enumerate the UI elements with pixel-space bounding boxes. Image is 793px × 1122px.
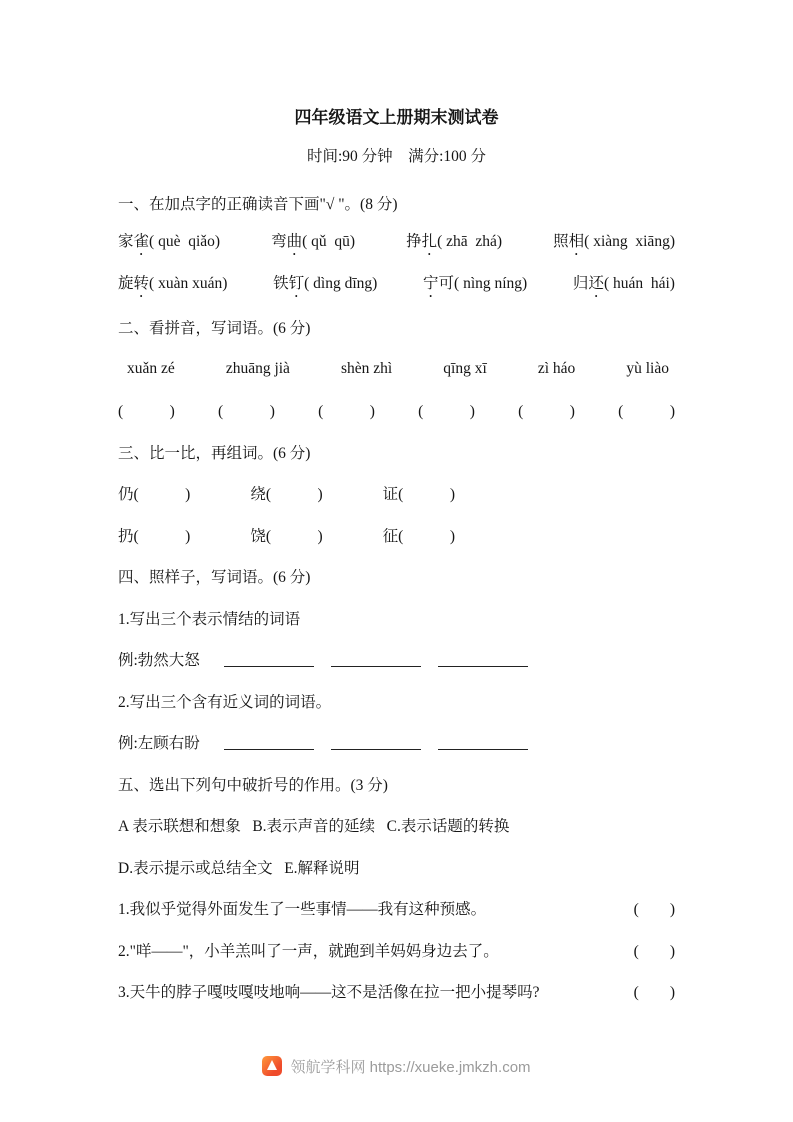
answer-paren: ( ) xyxy=(318,403,375,421)
word-item xyxy=(271,229,355,259)
section2-paren-row xyxy=(118,390,675,432)
answer-paren: ( ) xyxy=(518,403,575,421)
pronunciation-options: ( xuàn xuán) xyxy=(149,274,228,292)
word-char: 家 xyxy=(118,233,134,251)
section4-heading: 四、照样子，写词语。(6 分) xyxy=(118,569,311,587)
site-logo-icon xyxy=(262,1056,282,1076)
page-title: 四年级语文上册期末测试卷 xyxy=(294,108,499,127)
section3-row1 xyxy=(118,473,675,515)
answer-paren: ( ) xyxy=(218,403,275,421)
blank-line xyxy=(331,652,421,667)
word-char: 弯 xyxy=(271,233,287,251)
word-item xyxy=(423,271,527,301)
dotted-char: 宁 xyxy=(423,274,439,292)
word-build-cell: 证( ) xyxy=(382,486,455,504)
question-text: 1.我似乎觉得外面发生了一些事情——我有这种预感。 xyxy=(118,901,487,919)
answer-paren: ( ) xyxy=(633,942,675,960)
example-word: 例:勃然大怒 xyxy=(118,652,200,670)
word-char: 旋 xyxy=(118,274,134,292)
word-char: 照 xyxy=(553,233,569,251)
pronunciation-options: ( xiàng xiāng) xyxy=(584,233,675,251)
dotted-char: 钉 xyxy=(288,274,305,292)
dotted-char: 相 xyxy=(568,233,585,251)
time-score-subtitle: 时间:90 分钟 满分:100 分 xyxy=(306,148,487,165)
section3-heading: 三、比一比，再组词。(6 分) xyxy=(118,444,311,462)
word-build-cell: 饶( ) xyxy=(250,527,323,545)
section4-item2: 2.写出三个含有近义词的词语。 xyxy=(118,693,332,711)
question-text: 2."咩——"，小羊羔叫了一声，就跑到羊妈妈身边去了。 xyxy=(118,942,499,960)
blank-line xyxy=(438,652,528,667)
dotted-char: 雀 xyxy=(133,233,150,251)
pronunciation-options: ( huán hái) xyxy=(603,274,675,292)
word-item xyxy=(273,271,377,301)
section1-row1 xyxy=(118,224,675,266)
dotted-char: 曲 xyxy=(286,233,303,251)
blank-line xyxy=(224,735,314,750)
question-text: 3.天牛的脖子嘎吱嘎吱地响——这不是活像在拉一把小提琴吗? xyxy=(118,984,540,1002)
answer-paren: ( ) xyxy=(118,403,175,421)
word-build-cell: 绕( ) xyxy=(250,486,323,504)
pronunciation-options: ( què qiǎo) xyxy=(149,233,221,251)
word-build-cell: 仍( ) xyxy=(118,486,191,504)
section1-heading: 一、在加点字的正确读音下画"√ "。(8 分) xyxy=(118,195,398,213)
word-char: 可 xyxy=(438,274,455,292)
word-item xyxy=(118,229,220,259)
section4-example2-row xyxy=(118,722,675,764)
site-footer xyxy=(0,1046,793,1086)
paper-body xyxy=(118,182,675,1012)
pinyin-label: shèn zhì xyxy=(341,359,393,377)
blank-line xyxy=(438,735,528,750)
example-word: 例:左顾右盼 xyxy=(118,735,200,753)
word-char: 铁 xyxy=(273,274,289,292)
answer-paren: ( ) xyxy=(418,403,475,421)
question-row xyxy=(118,888,675,930)
word-item xyxy=(553,229,675,259)
word-item xyxy=(406,229,502,259)
question-row xyxy=(118,929,675,971)
dotted-char: 转 xyxy=(133,274,150,292)
section2-pinyin-row xyxy=(118,348,675,390)
section5-heading: 五、选出下列句中破折号的作用。(3 分) xyxy=(118,776,388,794)
word-item xyxy=(573,271,675,301)
pinyin-label: xuǎn zé xyxy=(127,359,175,377)
word-item xyxy=(118,271,227,301)
pronunciation-options: ( nìng níng) xyxy=(454,274,528,292)
pronunciation-options: ( zhā zhá) xyxy=(437,233,503,251)
section5-options-line2: D.表示提示或总结全文 E.解释说明 xyxy=(118,859,360,877)
pronunciation-options: ( dìng dīng) xyxy=(304,274,378,292)
pinyin-label: zhuāng jià xyxy=(225,359,290,377)
word-build-cell: 征( ) xyxy=(382,527,455,545)
section3-row2 xyxy=(118,514,675,556)
dotted-char: 还 xyxy=(588,274,604,292)
answer-paren: ( ) xyxy=(633,984,675,1002)
pronunciation-options: ( qǔ qū) xyxy=(302,233,356,251)
question-row xyxy=(118,971,675,1013)
pinyin-label: zì háo xyxy=(537,359,576,377)
section2-heading: 二、看拼音，写词语。(6 分) xyxy=(118,320,311,338)
section1-row2 xyxy=(118,265,675,307)
word-build-cell: 扔( ) xyxy=(118,527,191,545)
footer-site-text: 领航学科网 https://xueke.jmkzh.com xyxy=(290,1058,531,1076)
pinyin-label: yù liào xyxy=(626,359,669,377)
answer-paren: ( ) xyxy=(618,403,675,421)
dotted-char: 扎 xyxy=(421,233,438,251)
section5-options-line1: A 表示联想和想象 B.表示声音的延续 C.表示话题的转换 xyxy=(118,818,510,836)
section4-item1: 1.写出三个表示情结的词语 xyxy=(118,610,301,628)
section4-example1-row xyxy=(118,639,675,681)
pinyin-label: qīng xī xyxy=(443,359,487,377)
word-char: 归 xyxy=(572,274,589,292)
blank-line xyxy=(224,652,314,667)
blank-line xyxy=(331,735,421,750)
word-char: 挣 xyxy=(406,233,422,251)
answer-paren: ( ) xyxy=(633,901,675,919)
